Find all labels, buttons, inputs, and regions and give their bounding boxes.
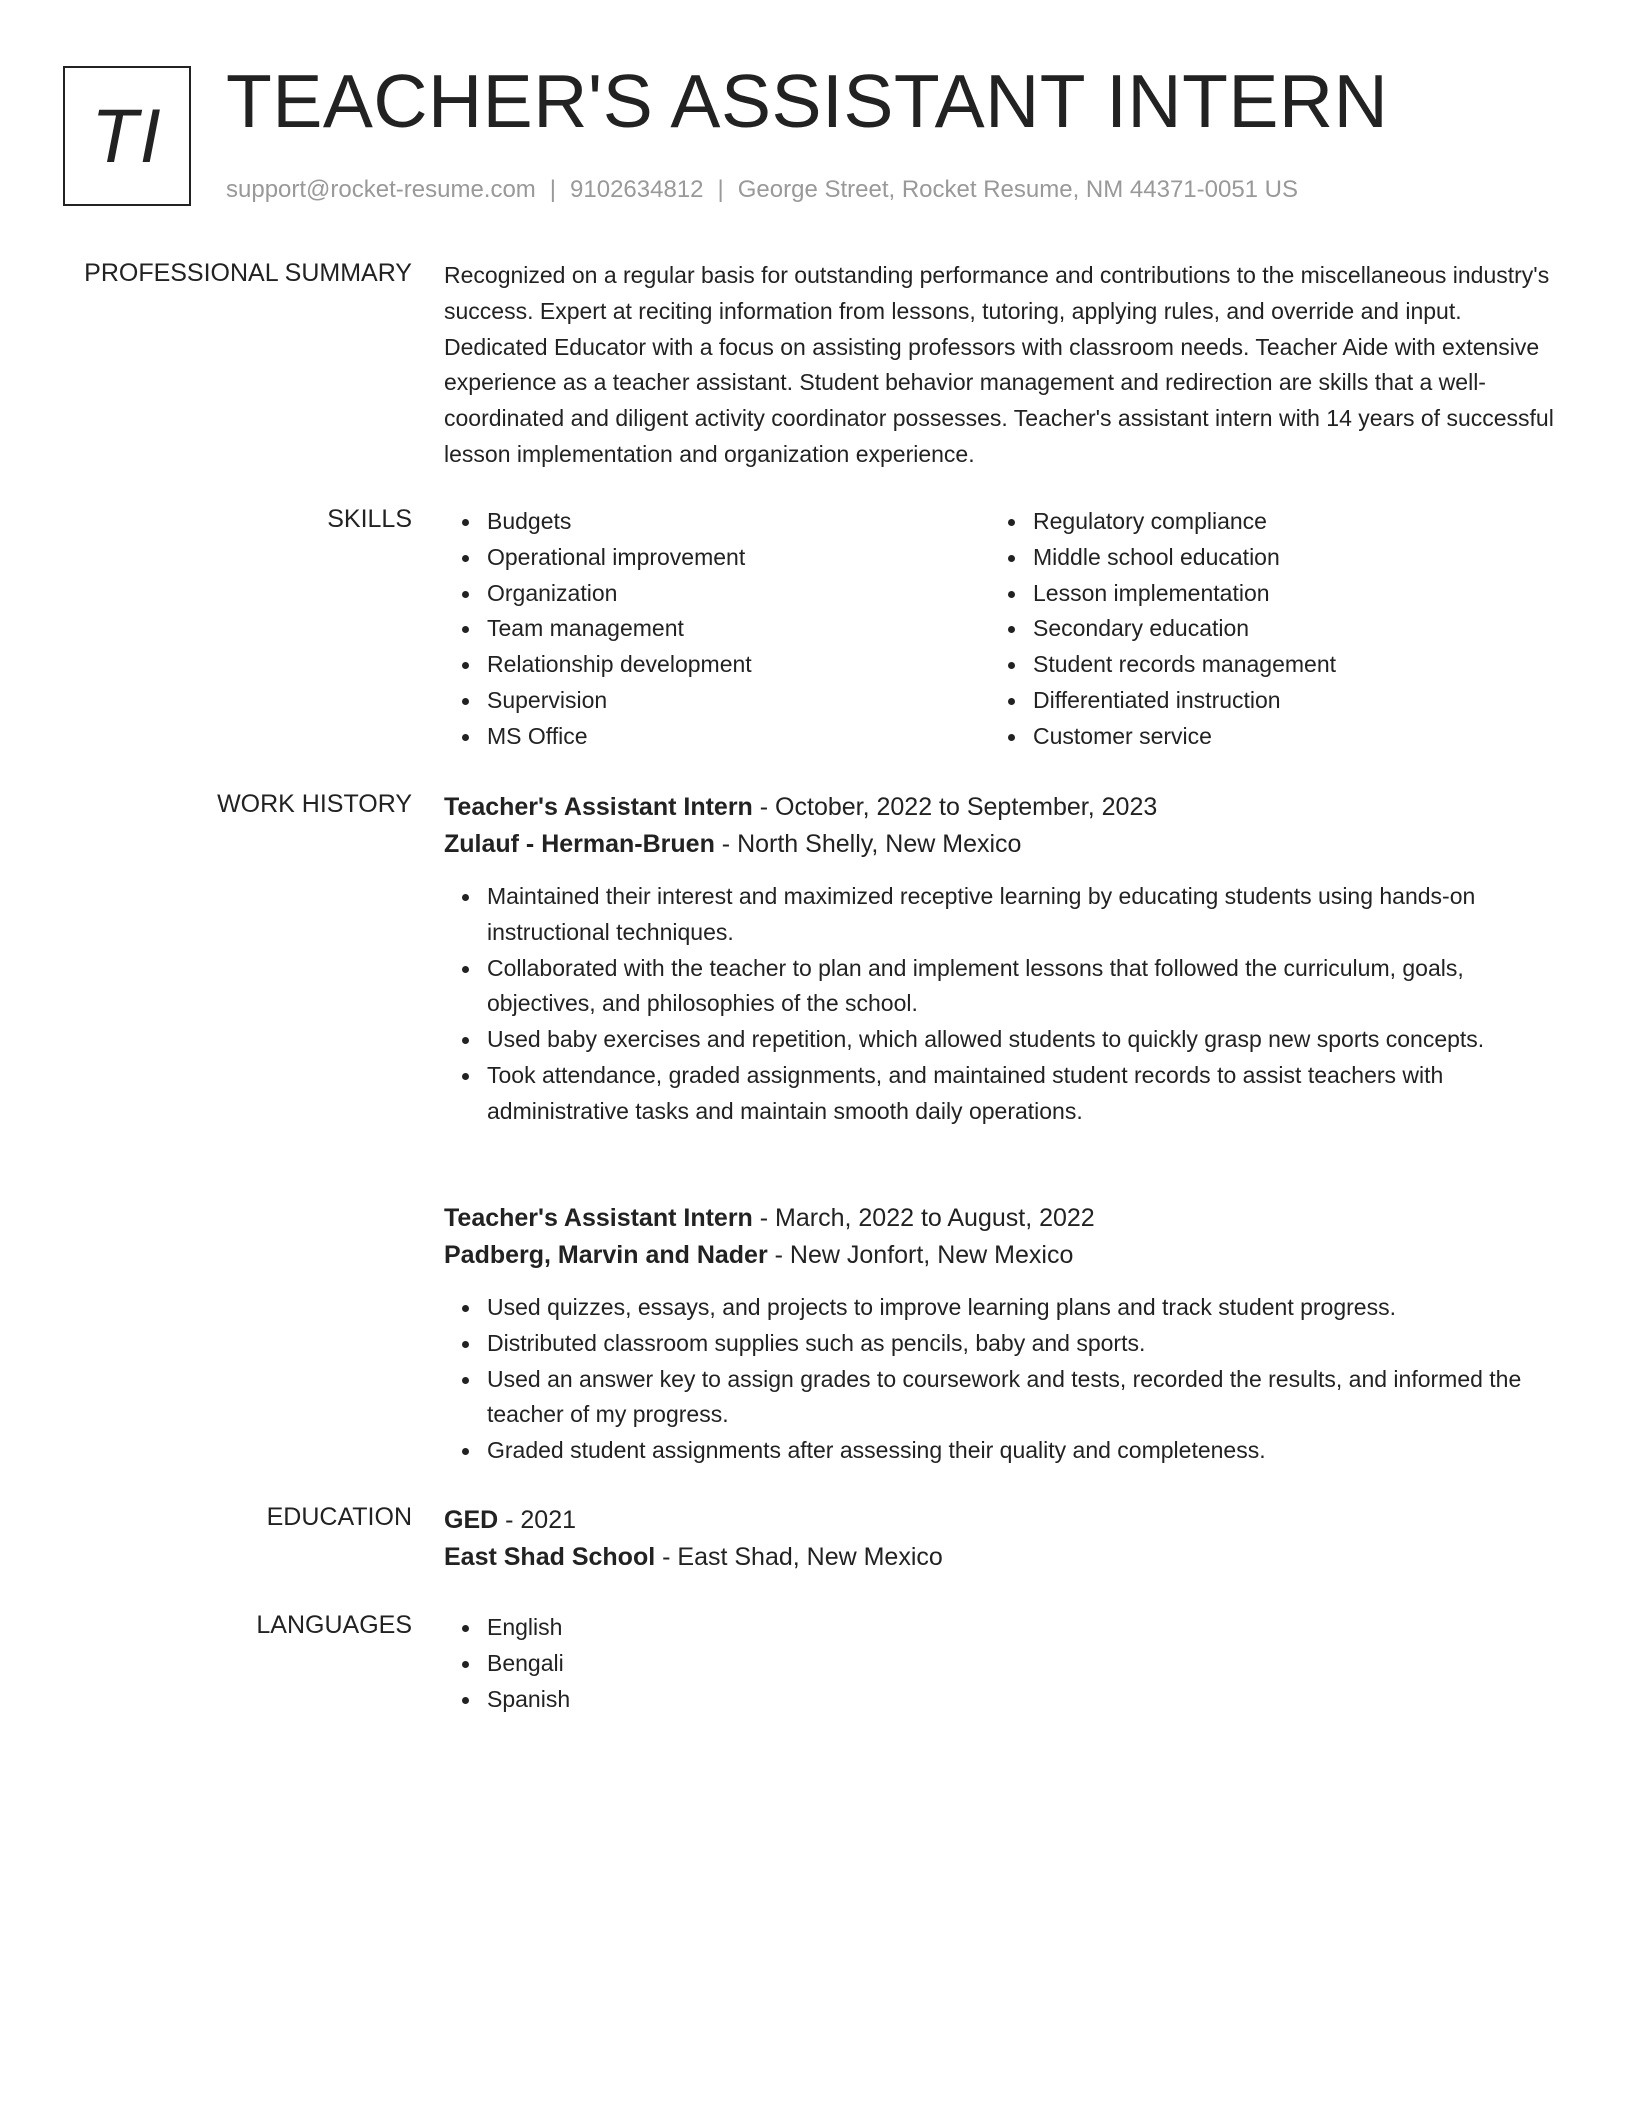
language-item: English	[487, 1610, 1554, 1646]
section-label-education: EDUCATION	[266, 1503, 412, 1531]
skill-item: Customer service	[1033, 719, 1553, 755]
job-title: Teacher's Assistant Intern	[444, 793, 753, 821]
job-title-line	[444, 789, 1554, 826]
dash: -	[752, 1204, 776, 1232]
summary-text: Recognized on a regular basis for outstanding performance and contributions to the miscellaneous industry's success. Expert at reciting information from lessons, tutoring, applying rules, and override and input. Dedicated Educator with a focus on assisting professors with classroom needs. Teacher Aide with extensive experience as a teacher assistant. Student behavior management and redirection are skills that a well-coordinated and diligent activity coordinator possesses. Teacher's assistant intern with 14 years of successful lesson implementation and organization experience.	[444, 262, 1554, 467]
education-degree-line	[444, 1502, 1554, 1539]
skill-item: MS Office	[487, 719, 1007, 755]
job-bullets	[444, 879, 1554, 1130]
contact-address: George Street, Rocket Resume, NM 44371-0051 US	[737, 176, 1299, 203]
job-bullet: Collaborated with the teacher to plan and implement lessons that followed the curriculum, goals, objectives, and philosophies of the school.	[487, 951, 1554, 1023]
job-title: Teacher's Assistant Intern	[444, 1204, 753, 1232]
job-company: Zulauf - Herman-Bruen	[444, 830, 715, 858]
education-school-line	[444, 1539, 1554, 1576]
languages-content	[444, 1610, 1554, 1717]
job-bullet: Used baby exercises and repetition, which allowed students to quickly grasp new sports concepts.	[487, 1022, 1554, 1058]
job-bullet: Took attendance, graded assignments, and maintained student records to assist teachers with administrative tasks and maintain smooth daily operations.	[487, 1058, 1554, 1130]
skill-item: Organization	[487, 576, 1007, 612]
section-label-skills: SKILLS	[327, 505, 412, 533]
education-school: East Shad School	[444, 1543, 656, 1571]
skill-item: Budgets	[487, 504, 1007, 540]
section-label-summary: PROFESSIONAL SUMMARY	[84, 259, 412, 287]
language-item: Bengali	[487, 1646, 1554, 1682]
job-entry	[444, 789, 1554, 1130]
job-location: New Jonfort, New Mexico	[789, 1241, 1074, 1269]
job-entry	[444, 1200, 1554, 1469]
job-bullet: Graded student assignments after assessing their quality and completeness.	[487, 1433, 1554, 1469]
summary-content	[444, 258, 1554, 473]
job-bullet: Used an answer key to assign grades to coursework and tests, recorded the results, and informed the teacher of my progress.	[487, 1362, 1554, 1434]
dash: -	[752, 793, 776, 821]
dash: -	[714, 830, 738, 858]
job-company-line	[444, 826, 1554, 863]
skill-item: Student records management	[1033, 647, 1553, 683]
skill-item: Operational improvement	[487, 540, 1007, 576]
job-bullet: Used quizzes, essays, and projects to improve learning plans and track student progress.	[487, 1290, 1554, 1326]
contact-separator: |	[549, 176, 557, 203]
job-dates: March, 2022 to August, 2022	[775, 1204, 1095, 1232]
contact-separator: |	[717, 176, 724, 203]
monogram-badge	[63, 66, 191, 206]
skill-item: Differentiated instruction	[1033, 683, 1553, 719]
contact-phone[interactable]: 9102634812	[570, 176, 704, 203]
resume-name: TEACHER'S ASSISTANT INTERN	[226, 59, 1389, 143]
education-year: 2021	[520, 1506, 577, 1534]
skill-item: Team management	[487, 611, 1007, 647]
monogram-text: TI	[91, 93, 163, 179]
skill-item: Secondary education	[1033, 611, 1553, 647]
job-bullet: Maintained their interest and maximized receptive learning by educating students using hands-on instructional techniques.	[487, 879, 1554, 951]
education-content	[444, 1502, 1554, 1576]
skill-item: Regulatory compliance	[1033, 504, 1553, 540]
job-bullets	[444, 1290, 1554, 1469]
job-bullet: Distributed classroom supplies such as pencils, baby and sports.	[487, 1326, 1554, 1362]
job-company: Padberg, Marvin and Nader	[444, 1241, 768, 1269]
skill-item: Supervision	[487, 683, 1007, 719]
skills-list-left	[444, 504, 1007, 755]
education-location: East Shad, New Mexico	[677, 1543, 943, 1571]
language-item: Spanish	[487, 1682, 1554, 1718]
dash: -	[655, 1543, 678, 1571]
skill-item: Middle school education	[1033, 540, 1553, 576]
skills-list-right	[990, 504, 1553, 755]
contact-line	[226, 175, 1298, 205]
skill-item: Lesson implementation	[1033, 576, 1553, 612]
job-title-line	[444, 1200, 1554, 1237]
section-label-work-history: WORK HISTORY	[217, 790, 412, 818]
job-dates: October, 2022 to September, 2023	[775, 793, 1158, 821]
education-degree: GED	[444, 1506, 499, 1534]
section-label-languages: LANGUAGES	[256, 1611, 412, 1639]
job-company-line	[444, 1237, 1554, 1274]
skill-item: Relationship development	[487, 647, 1007, 683]
dash: -	[498, 1506, 521, 1534]
languages-list	[444, 1610, 1554, 1717]
job-location: North Shelly, New Mexico	[737, 830, 1022, 858]
contact-email[interactable]: support@rocket-resume.com	[226, 176, 536, 203]
dash: -	[767, 1241, 790, 1269]
